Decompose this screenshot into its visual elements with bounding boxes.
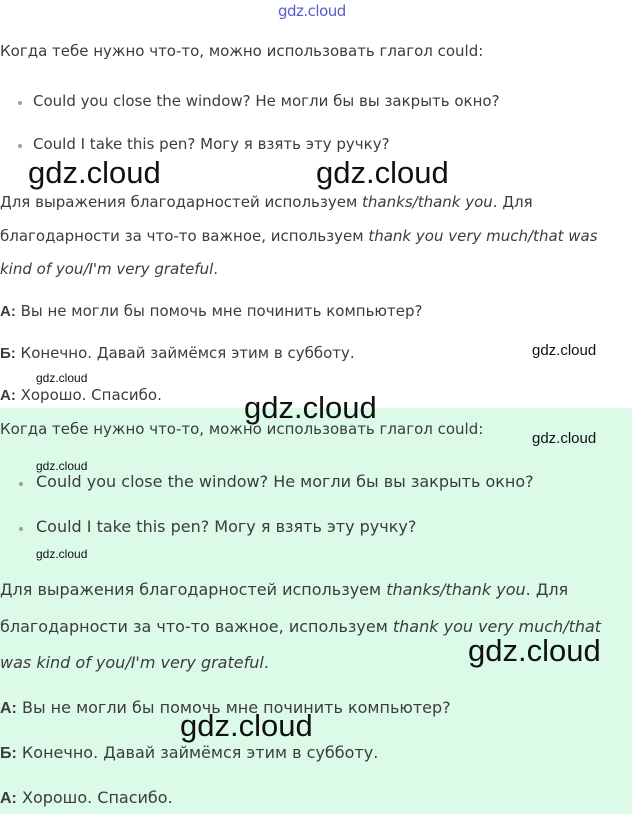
list-item: Could you close the window? Не могли бы вы закрыть окно? [33, 92, 500, 110]
watermark: gdz.cloud [36, 371, 88, 385]
watermark: gdz.cloud [36, 459, 88, 473]
thanks-paragraph-line: Для выражения благодарностей используем thanks/thank you. Для [0, 193, 533, 211]
watermark: gdz.cloud [316, 155, 449, 190]
dialog-line: А: Вы не могли бы помочь мне починить компьютер? [0, 302, 423, 320]
thanks-paragraph-line: kind of you/I'm very grateful. [0, 260, 219, 278]
watermark: gdz.cloud [244, 390, 377, 425]
watermark: gdz.cloud [468, 633, 601, 668]
thanks-paragraph-line: благодарности за что-то важное, используем thank you very much/that was [0, 227, 598, 245]
bullet-dot [18, 101, 22, 105]
intro-text: Когда тебе нужно что-то, можно использовать глагол could: [0, 42, 484, 60]
site-logo[interactable]: gdz.cloud [278, 2, 346, 20]
list-item: Could you close the window? Не могли бы вы закрыть окно? [36, 472, 534, 491]
thanks-paragraph-line: благодарности за что-то важное, используем thank you very much/that [0, 617, 602, 636]
watermark: gdz.cloud [532, 430, 597, 447]
thanks-paragraph-line: was kind of you/I'm very grateful. [0, 653, 269, 672]
intro-text: Когда тебе нужно что-то, можно использовать глагол could: [0, 420, 484, 438]
list-item: Could I take this pen? Могу я взять эту ручку? [33, 135, 390, 153]
bullet-dot [19, 527, 23, 531]
dialog-line: А: Хорошо. Спасибо. [0, 788, 173, 807]
watermark: gdz.cloud [36, 547, 88, 561]
watermark: gdz.cloud [28, 155, 161, 190]
list-item: Could I take this pen? Могу я взять эту ручку? [36, 517, 417, 536]
dialog-line: Б: Конечно. Давай займёмся этим в субботу. [0, 743, 379, 762]
dialog-line: А: Хорошо. Спасибо. [0, 386, 162, 404]
thanks-paragraph-line: Для выражения благодарностей используем thanks/thank you. Для [0, 580, 569, 599]
dialog-line: А: Вы не могли бы помочь мне починить компьютер? [0, 698, 451, 717]
dialog-line: Б: Конечно. Давай займёмся этим в субботу. [0, 344, 355, 362]
watermark: gdz.cloud [180, 708, 313, 743]
bullet-dot [19, 482, 23, 486]
watermark: gdz.cloud [532, 342, 597, 359]
bullet-dot [18, 144, 22, 148]
